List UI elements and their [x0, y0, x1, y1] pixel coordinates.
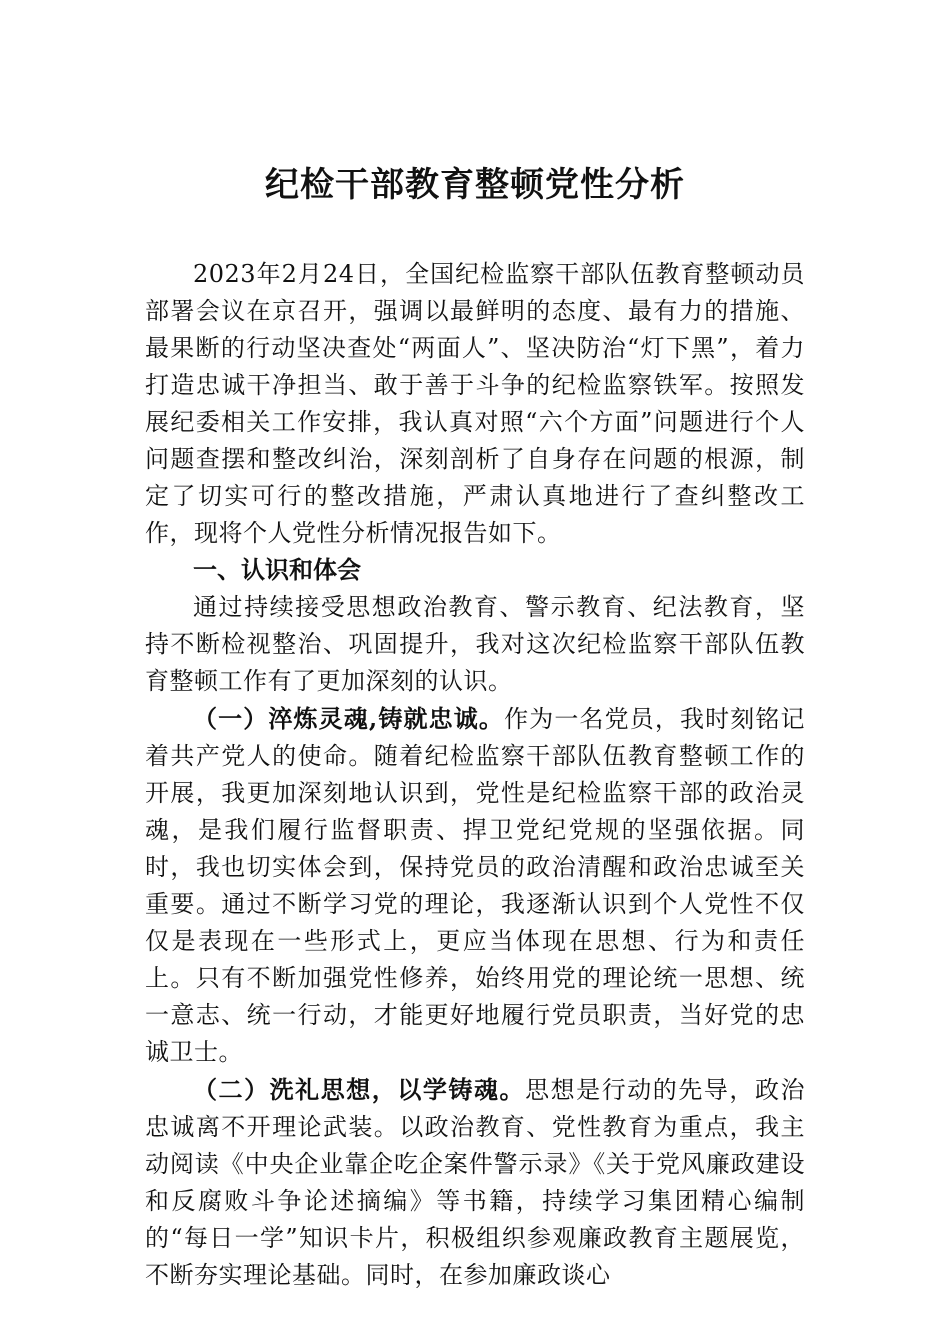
- point-1-lead: （一）淬炼灵魂,铸就忠诚。: [193, 704, 505, 733]
- point-1-paragraph: [145, 700, 805, 1071]
- point-2-text: 思想是行动的先导，政治忠诚离不开理论武装。以政治教育、党性教育为重点，我主动阅读《中央企业靠企吃企案件警示录》《关于党风廉政建设和反腐败斗争论述摘编》等书籍，持续学习集团精心编制的“每日一学”知识卡片，积极组织参观廉政教育主题展览，不断夯实理论基础。同时，在参加廉政谈心: [145, 1076, 806, 1289]
- section-1-paragraph: 通过持续接受思想政治教育、警示教育、纪法教育，坚持不断检视整治、巩固提升，我对这次纪检监察干部队伍教育整顿工作有了更加深刻的认识。: [145, 593, 805, 695]
- document-body: [145, 256, 805, 1294]
- point-1-text: 作为一名党员，我时刻铭记着共产党人的使命。随着纪检监察干部队伍教育整顿工作的开展，我更加深刻地认识到，党性是纪检监察干部的政治灵魂，是我们履行监督职责、捍卫党纪党规的坚强依据。同时，我也切实体会到，保持党员的政治清醒和政治忠诚至关重要。通过不断学习党的理论，我逐渐认识到个人党性不仅仅是表现在一些形式上，更应当体现在思想、行为和责任上。只有不断加强党性修养，始终用党的理论统一思想、统一意志、统一行动，才能更好地履行党员职责，当好党的忠诚卫士。: [145, 705, 806, 1066]
- point-2-paragraph: [145, 1071, 805, 1294]
- document-title: 纪检干部教育整顿党性分析: [265, 165, 685, 205]
- section-heading-1: 一、认识和体会: [193, 556, 361, 584]
- point-2-lead: （二）洗礼思想，以学铸魂。: [193, 1075, 526, 1104]
- intro-paragraph: 2023年2月24日，全国纪检监察干部队伍教育整顿动员部署会议在京召开，强调以最鲜明的态度、最有力的措施、最果断的行动坚决查处“两面人”、坚决防治“灯下黑”，着力打造忠诚干净担当、敢于善于斗争的纪检监察铁军。按照发展纪委相关工作安排，我认真对照“六个方面”问题进行个人问题查摆和整改纠治，深刻剖析了自身存在问题的根源，制定了切实可行的整改措施，严肃认真地进行了查纠整改工作，现将个人党性分析情况报告如下。: [145, 260, 805, 547]
